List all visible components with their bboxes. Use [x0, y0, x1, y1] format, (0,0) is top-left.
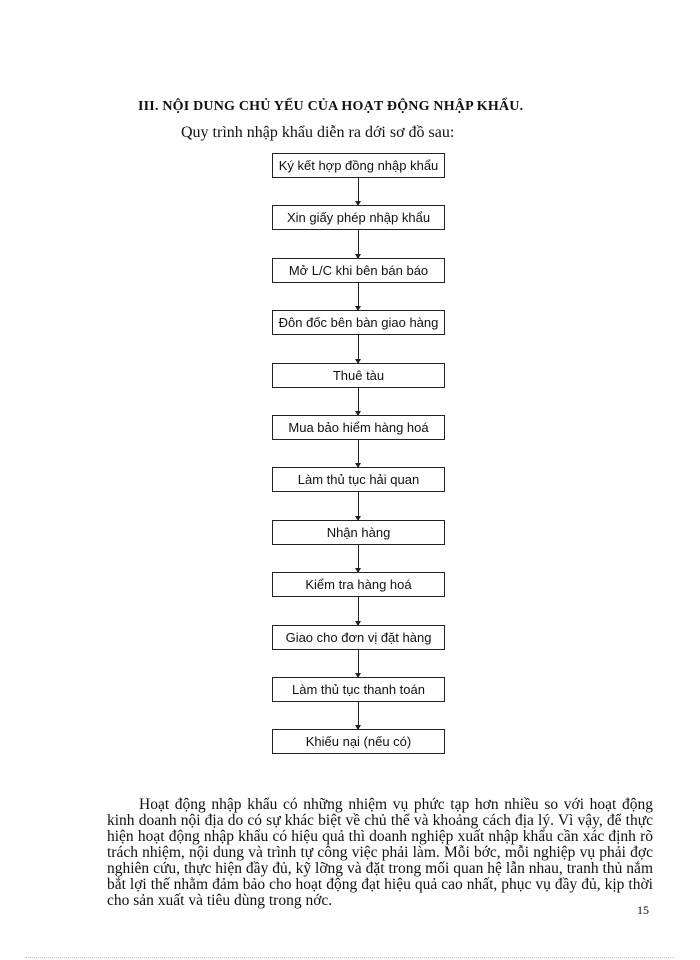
flow-step-box: Xin giấy phép nhập khẩu [272, 205, 445, 230]
flow-step-box: Làm thủ tục hải quan [272, 467, 445, 492]
flow-arrow [358, 335, 359, 362]
page-number: 15 [637, 903, 649, 917]
flow-arrow [358, 230, 359, 257]
flow-step-box: Đôn đốc bên bàn giao hàng [272, 310, 445, 335]
flow-arrow [358, 283, 359, 310]
flow-arrow [358, 388, 359, 415]
flow-step-box: Mua bảo hiểm hàng hoá [272, 415, 445, 440]
footer-divider [25, 957, 675, 958]
flow-step-box: Ký kết hợp đồng nhập khẩu [272, 153, 445, 178]
flow-arrow [358, 545, 359, 572]
flow-step-box: Kiểm tra hàng hoá [272, 572, 445, 597]
flow-arrow [358, 178, 359, 205]
flow-arrow [358, 440, 359, 467]
flow-step-box: Mở L/C khi bên bán báo [272, 258, 445, 283]
flow-step-box: Nhận hàng [272, 520, 445, 545]
flow-arrow [358, 650, 359, 677]
intro-line: Quy trình nhập khẩu diễn ra dới sơ đồ sau: [181, 124, 455, 141]
body-paragraph: Hoạt động nhập khẩu có những nhiệm vụ phức tạp hơn nhiều so với hoạt động kinh doanh nội địa do có sự khác biệt về chủ thể và khoảng cách địa lý. Vì vậy, để thực hiện hoạt động nhập khẩu có hiệu quả thì doanh nghiệp xuất nhập khẩu cần xác định rõ trách nhiệm, nội dung và trình tự công việc phải làm. Mỗi bớc, mỗi nghiệp vụ phải đợc nghiên cứu, thực hiện đầy đủ, kỹ lỡng và đặt trong mối quan hệ lẫn nhau, tranh thủ nắm bắt lợi thế nhằm đảm bảo cho hoạt động đạt hiệu quả cao nhất, phục vụ đầy đủ, kịp thời cho sản xuất và tiêu dùng trong nớc. [107, 795, 653, 909]
flow-arrow [358, 597, 359, 624]
flow-step-box: Làm thủ tục thanh toán [272, 677, 445, 702]
flow-step-box: Khiếu nại (nếu có) [272, 729, 445, 754]
flow-arrow [358, 702, 359, 729]
flow-arrow [358, 492, 359, 519]
flow-step-box: Giao cho đơn vị đặt hàng [272, 625, 445, 650]
section-heading: III. NỘI DUNG CHỦ YẾU CỦA HOẠT ĐỘNG NHẬP KHẨU. [138, 99, 524, 114]
flow-step-box: Thuê tàu [272, 363, 445, 388]
